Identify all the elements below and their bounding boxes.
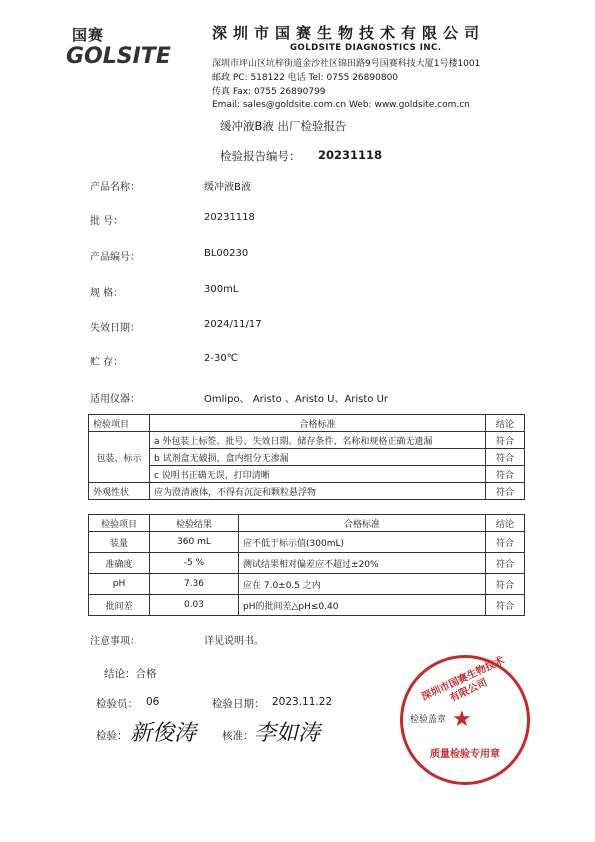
field-value: BL00230 [204, 248, 249, 259]
reviewer-signature: 李如涛 [254, 721, 321, 746]
table-row [89, 483, 525, 500]
report-number-label: 检验报告编号： [220, 149, 301, 163]
company-address: 深圳市坪山区坑梓街道金沙社区锦田路9号国赛科技大厦1号楼1001 [212, 59, 481, 69]
test-results-table [88, 514, 525, 616]
company-name-en: GOLDSITE DIAGNOSTICS INC. [290, 43, 442, 53]
table-cell: 外观性状 [89, 483, 150, 500]
table-cell: a 外包装上标签、批号、失效日期、储存条件、名称和规格正确无遗漏 [150, 432, 486, 449]
inspection-date-label: 检验日期： [212, 698, 265, 710]
conclusion: 结论：合格 [104, 668, 157, 680]
table-cell: 批间差 [89, 595, 150, 616]
table-row [89, 466, 525, 483]
table-cell: 360 mL [150, 532, 239, 553]
table-header: 检验结果 [150, 515, 239, 532]
seal-text: 深圳市国赛生物技术有限公司 [420, 655, 507, 705]
inspector-label: 检验员： [96, 698, 138, 710]
logo-chinese: 国赛 [72, 26, 105, 44]
report-number: 20231118 [318, 148, 383, 162]
table-header: 结论 [486, 515, 525, 532]
table-cell: 7.36 [150, 574, 239, 595]
seal-star-icon: ★ [452, 707, 472, 732]
table-header: 合格标准 [150, 415, 486, 432]
table-cell: 测试结果相对偏差应不超过±20% [239, 553, 486, 574]
table-cell: 应在 7.0±0.5 之内 [239, 574, 486, 595]
table-cell-result: 符合 [486, 432, 525, 449]
table-row [89, 532, 525, 553]
table-cell: -5 % [150, 553, 239, 574]
inspector-sign-label: 检验： [96, 730, 128, 742]
logo-text-a: GOL [66, 44, 117, 69]
table-header: 合格标准 [239, 515, 486, 532]
field-label: 贮 存： [90, 357, 124, 368]
notes-value: 详见说明书。 [204, 636, 264, 647]
field-label: 适用仪器： [90, 394, 140, 405]
table-header-row [89, 515, 525, 532]
company-postcode-tel: 邮政 PC: 518122 电话 Tel: 0755 26890800 [212, 73, 399, 83]
logo [66, 44, 171, 69]
field-value: 300mL [204, 284, 239, 295]
table-header: 检验项目 [89, 515, 150, 532]
table-cell-result: 符合 [486, 449, 525, 466]
company-email-web: Email: sales@goldsite.com.cn Web: www.goldsite.com.cn [212, 100, 470, 110]
table-cell: 准确度 [89, 553, 150, 574]
field-label: 产品名称： [90, 182, 140, 193]
logo-text-b: SITE [116, 44, 171, 69]
field-label: 批 号： [90, 216, 124, 227]
table-cell-result: 符合 [486, 483, 525, 500]
table-cell-result: 符合 [486, 574, 525, 595]
company-fax: 传真 Fax: 0755 26890799 [212, 87, 326, 97]
field-value: 缓冲液B液 [204, 182, 251, 193]
table-cell: 应不低于标示值(300mL) [239, 532, 486, 553]
table-row [89, 595, 525, 616]
field-value: 2024/11/17 [204, 319, 262, 330]
table-cell-result: 符合 [486, 532, 525, 553]
table-cell-group: 包装、标示 [89, 432, 150, 483]
seal-subtext: 质量检验专用章 [430, 749, 500, 760]
field-label: 失效日期： [90, 323, 140, 334]
packaging-table [88, 414, 525, 500]
table-header-row [89, 415, 525, 432]
table-cell: pH的批间差△pH≤0.40 [239, 595, 486, 616]
table-cell: c 说明书正确无误，打印清晰 [150, 466, 486, 483]
table-row [89, 574, 525, 595]
field-value: 2-30℃ [204, 353, 238, 364]
table-header: 结论 [486, 415, 525, 432]
field-label: 产品编号： [90, 252, 140, 263]
table-cell: 0.03 [150, 595, 239, 616]
seal-inner-text: 检验盖章 [410, 715, 447, 725]
table-cell: pH [89, 574, 150, 595]
field-value: 20231118 [204, 212, 255, 223]
table-cell: b 试剂盒无破损，盒内组分无渗漏 [150, 449, 486, 466]
table-header: 检验项目 [89, 415, 150, 432]
company-name-cn: 深圳市国赛生物技术有限公司 [212, 24, 486, 42]
notes-label: 注意事项： [90, 636, 140, 647]
table-cell-result: 符合 [486, 595, 525, 616]
report-title: 缓冲液B液 出厂检验报告 [220, 119, 347, 133]
field-label: 规 格： [90, 288, 124, 299]
field-value: Omlipo、 Aristo 、Aristo U、Aristo Ur [204, 394, 389, 405]
table-cell: 装量 [89, 532, 150, 553]
reviewer-label: 核准： [222, 730, 254, 742]
inspector-id: 06 [146, 696, 160, 708]
inspection-date: 2023.11.22 [272, 696, 333, 708]
table-cell: 应为澄清液体，不得有沉淀和颗粒悬浮物 [150, 483, 486, 500]
table-cell-result: 符合 [486, 553, 525, 574]
table-row [89, 449, 525, 466]
inspector-signature: 新俊涛 [130, 721, 197, 746]
table-row [89, 432, 525, 449]
table-cell-result: 符合 [486, 466, 525, 483]
table-row [89, 553, 525, 574]
